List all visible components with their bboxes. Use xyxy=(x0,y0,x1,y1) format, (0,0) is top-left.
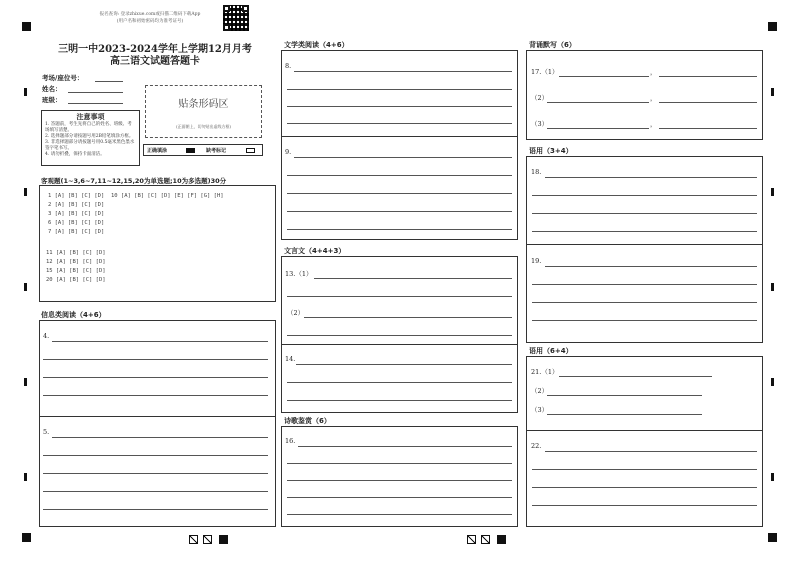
barcode-title: 贴条形码区 xyxy=(178,99,229,110)
recite-box xyxy=(526,50,763,140)
notice-item: 3. 非选择题部分请按题号用0.5毫米黑色墨水签字笔书写。 xyxy=(45,140,135,151)
q21-1-label: 21.（1） xyxy=(531,368,559,376)
q21-3-label: （3） xyxy=(531,406,549,414)
correct-fill-label: 正确填涂 xyxy=(147,148,168,154)
answer-line[interactable] xyxy=(532,213,757,214)
choice-row-6[interactable]: 6 [A] [B] [C] [D] xyxy=(48,220,105,226)
barcode-note: (正面朝上，切勿贴出虚线方框) xyxy=(175,124,232,129)
answer-line[interactable] xyxy=(532,231,757,232)
answer-line[interactable] xyxy=(52,341,268,342)
q13-divider xyxy=(282,344,517,345)
answer-line[interactable] xyxy=(287,175,512,176)
page-subtitle: 高三语文试题答题卡 xyxy=(110,56,200,67)
answer-line[interactable] xyxy=(532,195,757,196)
answer-line[interactable] xyxy=(532,469,757,470)
usage2-title: 语用（6+4） xyxy=(529,347,573,355)
q19-label: 19. xyxy=(531,257,542,265)
lit-reading-box xyxy=(281,50,518,240)
answer-line[interactable] xyxy=(287,463,512,464)
answer-line[interactable] xyxy=(314,278,512,279)
answer-line[interactable] xyxy=(43,359,268,360)
answer-line[interactable] xyxy=(287,296,512,297)
answer-line[interactable] xyxy=(532,302,757,303)
answer-line[interactable] xyxy=(294,157,512,158)
comma: ， xyxy=(650,68,657,76)
q21-divider xyxy=(527,430,762,431)
answer-line[interactable] xyxy=(287,335,512,336)
answer-line[interactable] xyxy=(559,376,712,377)
answer-line[interactable] xyxy=(43,455,268,456)
q4-divider xyxy=(40,416,275,417)
answer-line[interactable] xyxy=(547,102,649,103)
timing-mark xyxy=(24,188,27,196)
notice-item: 1. 答题前，考生先将自己的姓名、班级、考场填写清楚。 xyxy=(45,122,132,133)
page-mark-hatched xyxy=(189,535,198,544)
corner-mark-tr xyxy=(768,22,777,31)
choice-row-12[interactable]: 12 [A] [B] [C] [D] xyxy=(46,259,106,265)
notice-item: 4. 请勿折叠，保持卡面清洁。 xyxy=(45,152,105,157)
fill-example-row xyxy=(143,144,263,156)
usage1-box xyxy=(526,156,763,343)
exam-room-label: 考场/座位号： xyxy=(42,74,84,82)
answer-line[interactable] xyxy=(298,446,512,447)
timing-mark xyxy=(24,473,27,481)
objective-box xyxy=(39,185,276,302)
answer-line[interactable] xyxy=(532,320,757,321)
q17-2-label: （2） xyxy=(531,94,549,102)
corner-mark-tl xyxy=(22,22,31,31)
choice-row-20[interactable]: 20 [A] [B] [C] [D] xyxy=(46,277,106,283)
q22-label: 22. xyxy=(531,442,542,450)
q14-label: 14. xyxy=(285,355,296,363)
name-field[interactable] xyxy=(68,92,123,93)
answer-line[interactable] xyxy=(287,480,512,481)
answer-line[interactable] xyxy=(287,211,512,212)
missing-exam-label: 缺考标记 xyxy=(206,148,227,154)
class-field[interactable] xyxy=(68,103,123,104)
info-reading-title: 信息类阅读（4+6） xyxy=(41,311,106,319)
timing-mark xyxy=(24,283,27,291)
notice-box xyxy=(41,110,140,166)
corner-mark-br xyxy=(768,533,777,542)
class-label: 班级： xyxy=(42,96,62,104)
poetry-title: 诗歌鉴赏（6） xyxy=(284,417,331,425)
answer-line[interactable] xyxy=(287,89,512,90)
exam-room-field[interactable] xyxy=(95,81,123,82)
answer-line[interactable] xyxy=(532,487,757,488)
q18-divider xyxy=(527,244,762,245)
answer-line[interactable] xyxy=(43,473,268,474)
q9-label: 9. xyxy=(285,148,292,156)
answer-line[interactable] xyxy=(287,193,512,194)
name-label: 姓名： xyxy=(42,85,62,93)
answer-line[interactable] xyxy=(545,451,757,452)
q17-3-label: （3） xyxy=(531,120,549,128)
answer-line[interactable] xyxy=(547,395,702,396)
timing-mark xyxy=(771,473,774,481)
answer-line[interactable] xyxy=(43,491,268,492)
choice-row-1[interactable]: 1 [A] [B] [C] [D] xyxy=(48,193,105,199)
poetry-box xyxy=(281,426,518,527)
answer-line[interactable] xyxy=(287,497,512,498)
q18-label: 18. xyxy=(531,168,542,176)
classical-title: 文言文（4+4+3） xyxy=(284,247,346,255)
choice-row-10[interactable]: 10 [A] [B] [C] [D] [E] [F] [G] [H] xyxy=(111,193,224,199)
answer-line[interactable] xyxy=(296,364,512,365)
choice-row-15[interactable]: 15 [A] [B] [C] [D] xyxy=(46,268,106,274)
notice-line1: 报名查询: 登录zhixue.com或扫描二维码下载App xyxy=(99,12,201,17)
info-reading-box xyxy=(39,320,276,527)
answer-line[interactable] xyxy=(304,317,512,318)
timing-mark xyxy=(24,88,27,96)
page-mark-solid xyxy=(497,535,506,544)
correct-fill-sample xyxy=(186,148,195,153)
q13-label: 13.（1） xyxy=(285,270,313,278)
timing-mark xyxy=(771,283,774,291)
comma: ， xyxy=(650,120,657,128)
choice-row-3[interactable]: 3 [A] [B] [C] [D] xyxy=(48,211,105,217)
answer-line[interactable] xyxy=(559,76,649,77)
missing-exam-checkbox[interactable] xyxy=(246,148,255,153)
answer-line[interactable] xyxy=(532,284,757,285)
q4-label: 4. xyxy=(43,332,50,340)
choice-row-7[interactable]: 7 [A] [B] [C] [D] xyxy=(48,229,105,235)
page-mark-hatched xyxy=(481,535,490,544)
answer-line[interactable] xyxy=(43,377,268,378)
page-mark-hatched xyxy=(203,535,212,544)
q8-label: 8. xyxy=(285,62,292,70)
answer-line[interactable] xyxy=(52,437,268,438)
choice-row-11[interactable]: 11 [A] [B] [C] [D] xyxy=(46,250,106,256)
notice-line2: (用户名和初始密码均为准考证号) xyxy=(116,19,184,24)
answer-line[interactable] xyxy=(43,395,268,396)
page-mark-hatched xyxy=(467,535,476,544)
page-mark-solid xyxy=(219,535,228,544)
q8-divider xyxy=(282,136,517,137)
choice-row-2[interactable]: 2 [A] [B] [C] [D] xyxy=(48,202,105,208)
lit-reading-title: 文学类阅读（4+6） xyxy=(284,41,349,49)
usage2-box xyxy=(526,356,763,527)
q21-2-label: （2） xyxy=(531,387,549,395)
answer-line[interactable] xyxy=(659,102,757,103)
timing-mark xyxy=(771,88,774,96)
answer-line[interactable] xyxy=(659,128,757,129)
answer-line[interactable] xyxy=(287,123,512,124)
notice-item: 2. 选择题部分请按题号用2B铅笔填涂方框。 xyxy=(45,134,134,139)
answer-line[interactable] xyxy=(43,509,268,510)
q5-label: 5. xyxy=(43,428,50,436)
timing-mark xyxy=(771,188,774,196)
qr-code xyxy=(223,5,249,31)
answer-line[interactable] xyxy=(547,128,649,129)
answer-line[interactable] xyxy=(287,514,512,515)
answer-line[interactable] xyxy=(547,414,702,415)
answer-line[interactable] xyxy=(659,76,757,77)
answer-line[interactable] xyxy=(287,400,512,401)
q13-2-label: （2） xyxy=(287,309,305,317)
q17-1-label: 17.（1） xyxy=(531,68,559,76)
answer-line[interactable] xyxy=(287,382,512,383)
recite-title: 背诵默写（6） xyxy=(529,41,576,49)
classical-box xyxy=(281,256,518,413)
objective-title: 客观题(1~3,6~7,11~12,15,20为单选题;10为多选题)30分 xyxy=(41,177,227,185)
answer-line[interactable] xyxy=(287,106,512,107)
comma: ， xyxy=(650,94,657,102)
q16-label: 16. xyxy=(285,437,296,445)
timing-mark xyxy=(24,378,27,386)
answer-line[interactable] xyxy=(532,505,757,506)
corner-mark-bl xyxy=(22,533,31,542)
page-title: 三明一中2023-2024学年上学期12月月考 xyxy=(58,44,252,55)
barcode-area xyxy=(145,85,262,138)
usage1-title: 语用（3+4） xyxy=(529,147,573,155)
answer-line[interactable] xyxy=(545,266,757,267)
answer-line[interactable] xyxy=(287,229,512,230)
timing-mark xyxy=(771,378,774,386)
notice-title: 注意事项 xyxy=(76,112,105,121)
answer-line[interactable] xyxy=(294,71,512,72)
answer-line[interactable] xyxy=(545,177,757,178)
